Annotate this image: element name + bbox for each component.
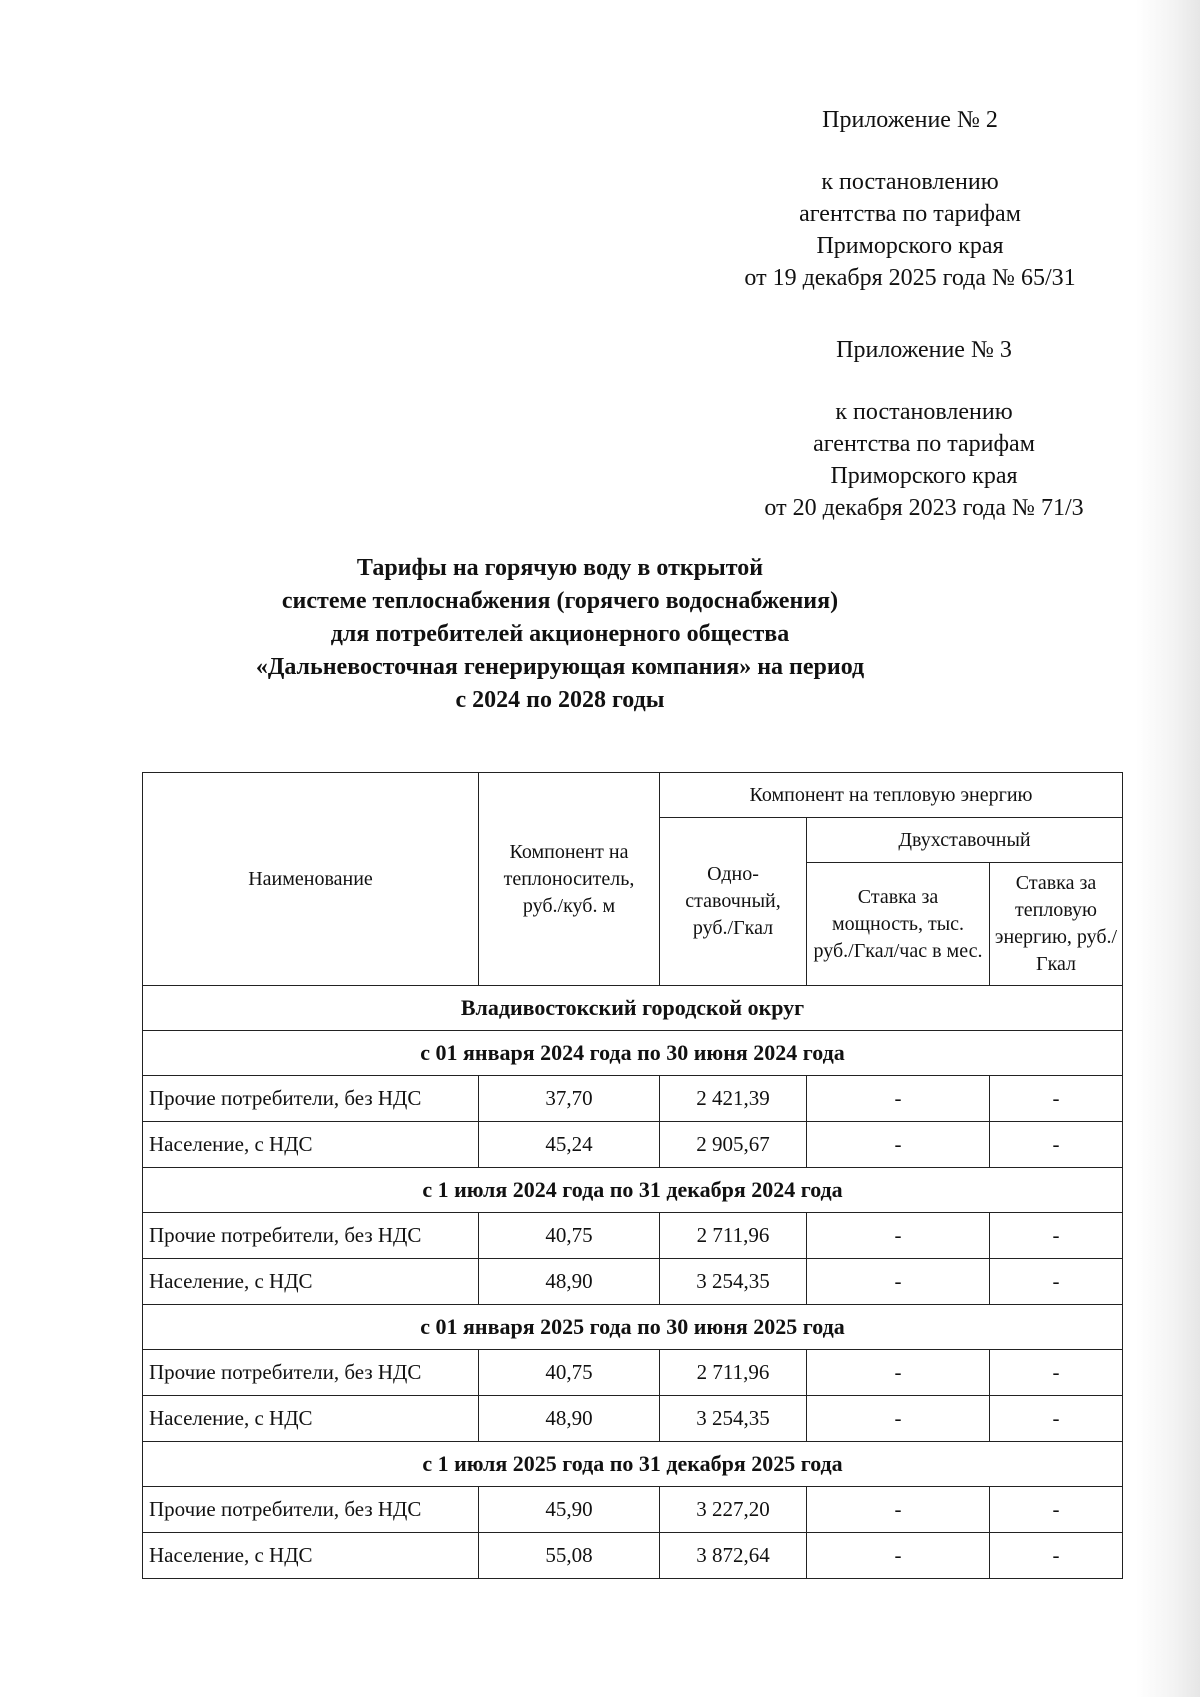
table-row (143, 1487, 1123, 1533)
row-carrier: 55,08 (479, 1533, 660, 1579)
table-row (143, 1122, 1123, 1168)
row-name: Прочие потребители, без НДС (143, 1076, 479, 1122)
appendix-2-line: от 19 декабря 2025 года № 65/31 (744, 265, 1076, 291)
period-row: с 1 июля 2025 года по 31 декабря 2025 года (143, 1442, 1123, 1487)
row-name: Прочие потребители, без НДС (143, 1213, 479, 1259)
row-carrier: 45,24 (479, 1122, 660, 1168)
row-single: 2 711,96 (660, 1213, 807, 1259)
row-carrier: 48,90 (479, 1396, 660, 1442)
period-row: с 01 января 2025 года по 30 июня 2025 года (143, 1305, 1123, 1350)
row-carrier: 48,90 (479, 1259, 660, 1305)
document-title (170, 552, 950, 717)
header-thermal: Компонент на тепловую энергию (660, 773, 1123, 818)
row-name: Население, с НДС (143, 1259, 479, 1305)
title-line: Тарифы на горячую воду в открытой (356, 555, 764, 581)
appendix-2-block (700, 104, 1120, 294)
page-edge-shadow (1136, 0, 1200, 1697)
row-carrier: 40,75 (479, 1213, 660, 1259)
row-single: 2 905,67 (660, 1122, 807, 1168)
row-carrier: 45,90 (479, 1487, 660, 1533)
title-line: для потребителей акционерного общества (330, 621, 790, 647)
appendix-3-line: Приморского края (830, 463, 1018, 489)
title-line: «Дальневосточная генерирующая компания» на период (255, 654, 865, 680)
tariff-table (142, 772, 1123, 1579)
row-name: Население, с НДС (143, 1396, 479, 1442)
appendix-3-title: Приложение № 3 (836, 337, 1012, 363)
appendix-2-line: к постановлению (821, 169, 999, 195)
row-capacity: - (807, 1487, 990, 1533)
table-row (143, 1213, 1123, 1259)
row-energy: - (990, 1350, 1123, 1396)
appendix-2-title: Приложение № 2 (822, 107, 998, 133)
row-name: Население, с НДС (143, 1122, 479, 1168)
row-single: 2 711,96 (660, 1350, 807, 1396)
row-capacity: - (807, 1259, 990, 1305)
row-capacity: - (807, 1122, 990, 1168)
appendix-2-line: Приморского края (816, 233, 1004, 259)
appendix-3-line: к постановлению (835, 399, 1013, 425)
header-carrier: Компонент на теплоноситель, руб./куб. м (479, 773, 660, 986)
period-row: с 1 июля 2024 года по 31 декабря 2024 года (143, 1168, 1123, 1213)
row-single: 2 421,39 (660, 1076, 807, 1122)
appendix-3-line: агентства по тарифам (813, 431, 1035, 457)
header-capacity-rate: Ставка за мощность, тыс. руб./Гкал/час в мес. (807, 863, 990, 986)
header-single-rate: Одно-ставочный, руб./Гкал (660, 818, 807, 986)
row-single: 3 872,64 (660, 1533, 807, 1579)
header-two-part: Двухставочный (807, 818, 1123, 863)
header-name: Наименование (143, 773, 479, 986)
row-name: Население, с НДС (143, 1533, 479, 1579)
row-capacity: - (807, 1213, 990, 1259)
row-capacity: - (807, 1533, 990, 1579)
row-capacity: - (807, 1076, 990, 1122)
row-carrier: 37,70 (479, 1076, 660, 1122)
row-energy: - (990, 1076, 1123, 1122)
appendix-2-line: агентства по тарифам (799, 201, 1021, 227)
row-single: 3 254,35 (660, 1396, 807, 1442)
row-single: 3 254,35 (660, 1259, 807, 1305)
region-row: Владивостокский городской округ (143, 986, 1123, 1031)
title-line: с 2024 по 2028 годы (455, 687, 665, 713)
row-name: Прочие потребители, без НДС (143, 1350, 479, 1396)
row-capacity: - (807, 1350, 990, 1396)
table-row (143, 1350, 1123, 1396)
row-energy: - (990, 1487, 1123, 1533)
appendix-3-line: от 20 декабря 2023 года № 71/3 (764, 495, 1084, 521)
title-line: системе теплоснабжения (горячего водоснабжения) (281, 588, 839, 614)
appendix-3-block (714, 334, 1134, 524)
row-energy: - (990, 1259, 1123, 1305)
row-name: Прочие потребители, без НДС (143, 1487, 479, 1533)
period-row: с 01 января 2024 года по 30 июня 2024 года (143, 1031, 1123, 1076)
table-row (143, 1259, 1123, 1305)
row-energy: - (990, 1396, 1123, 1442)
row-energy: - (990, 1122, 1123, 1168)
header-energy-rate: Ставка за тепловую энергию, руб./Гкал (990, 863, 1123, 986)
row-energy: - (990, 1213, 1123, 1259)
row-capacity: - (807, 1396, 990, 1442)
row-carrier: 40,75 (479, 1350, 660, 1396)
row-energy: - (990, 1533, 1123, 1579)
table-row (143, 1533, 1123, 1579)
row-single: 3 227,20 (660, 1487, 807, 1533)
table-row (143, 1396, 1123, 1442)
table-row (143, 1076, 1123, 1122)
